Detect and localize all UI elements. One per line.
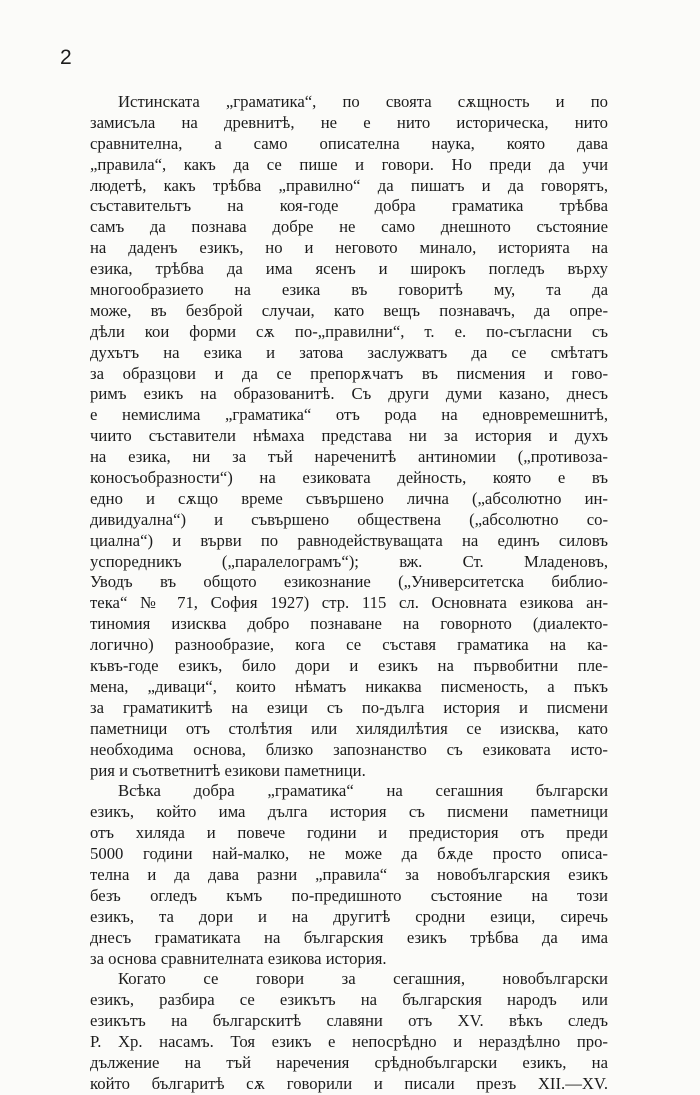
text-line: на езика, ни за тъй нареченитѣ антиномии („противоза- [90,447,608,467]
text-line: за образцови и да се препорѫчатъ въ писмения и гово- [90,363,608,383]
text-line: дивидуална“) и съвършено обществена („абсолютно со- [90,509,608,529]
text-line: дължение на тъй наречения срѣднобългарски езикъ, на [90,1052,608,1072]
page-number: 2 [60,46,72,69]
text-line: Истинската „граматика“, по своята сѫщность и по [118,92,608,111]
text-line: Когато се говори за сегашния, новобългарски [118,969,608,989]
text-line: езикъ, та дори и на другитѣ сродни езици, сиречь [90,906,608,926]
text-line: е немислима „граматика“ отъ рода на едновремешнитѣ, [90,405,608,425]
text-line: рия и съответнитѣ езикови паметници. [90,760,366,780]
text-line: римъ езикъ на образованитѣ. Съ други думи казано, днесъ [90,384,608,404]
text-line: циална“) и върви по равнодействуващата на единъ силовъ [90,530,608,550]
text-line: телна и да дава разни „правила“ за новобългарския езикъ [90,864,608,884]
text-line: чиито съставители нѣмаха представа ни за история и духъ [90,426,608,446]
text-line: самъ да познава добре не само днешното състояние [90,217,608,237]
text-line: Всѣка добра „граматика“ на сегашния български [118,781,608,801]
paragraph [90,969,608,1094]
paragraph [90,92,608,781]
text-line: днесъ граматиката на българския езикъ трѣбва да има [90,927,608,947]
text-line: който българитѣ сѫ говорили и писали презъ XII.—XV. [90,1073,608,1093]
text-line: на даденъ езикъ, но и неговото минало, историята на [90,238,608,258]
text-line: може, въ безброй случаи, като вещъ познавачъ, да опре- [90,300,608,320]
text-line: 5000 години най-малко, не може да бѫде просто описа- [90,844,608,864]
text-line: паметници отъ столѣтия или хилядилѣтия се изисква, като [90,718,608,738]
text-line: тека“ № 71, София 1927) стр. 115 сл. Основната езикова ан- [90,593,608,613]
text-line: „правила“, какъ да се пише и говори. Но преди да учи [90,154,608,174]
text-line: сравнителна, а само описателна наука, която дава [90,133,608,153]
text-line: съставительтъ на коя-годе добра граматика трѣбва [90,196,608,216]
text-line: безъ огледъ къмъ по-предишното състояние на този [90,885,608,905]
text-line: необходима основа, близко запознанство съ езиковата исто- [90,739,608,759]
text-line: едно и сѫщо време съвършено лична („абсолютно ин- [90,488,608,508]
text-line: езикъ, разбира се езикътъ на българския народъ или [90,990,608,1010]
text-line: за основа сравнителната езикова история. [90,948,387,968]
text-line: езикътъ на българскитѣ славяни отъ XV. вѣкъ следъ [90,1011,608,1031]
text-line: многообразието на езика въ говоритѣ му, та да [90,280,608,300]
body-text [90,92,608,1095]
text-line: мена, „диваци“, които нѣматъ никаква писменость, а пъкъ [90,676,608,696]
text-line: отъ хиляда и повече години и предистория отъ преди [90,823,608,843]
text-line: за граматикитѣ на езици съ по-дълга история и писмени [90,697,608,717]
text-line: къвъ-годе езикъ, било дори и езикъ на първобитни пле- [90,656,608,676]
text-line: езикъ, който има дълга история съ писмени паметници [90,802,608,822]
text-line: дѣли кои форми сѫ по-„правилни“, т. е. по-съгласни съ [90,321,608,341]
text-line: коносъобразности“) на езиковата дейность, която е въ [90,468,608,488]
text-line: Р. Хр. насамъ. Тоя езикъ е непосрѣдно и нераздѣлно про- [90,1032,608,1052]
paragraph [90,781,608,969]
text-line: логично) разнообразие, кога се съставя граматика на ка- [90,635,608,655]
text-line: замисъла на древнитѣ, не е нито историческа, нито [90,112,608,132]
text-line: тиномия изисква добро познаване на говорното (диалекто- [90,614,608,634]
text-line: духътъ на езика и затова заслужватъ да се смѣтатъ [90,342,608,362]
text-line: Уводъ въ общото езикознание („Университетска библио- [90,572,608,592]
text-line: успоредникъ („паралелограмъ“); вж. Ст. Младеновъ, [90,551,608,571]
text-line: езика, трѣбва да има ясенъ и широкъ погледъ върху [90,259,608,279]
text-line: людетѣ, какъ трѣбва „правилно“ да пишатъ и да говорятъ, [90,175,608,195]
